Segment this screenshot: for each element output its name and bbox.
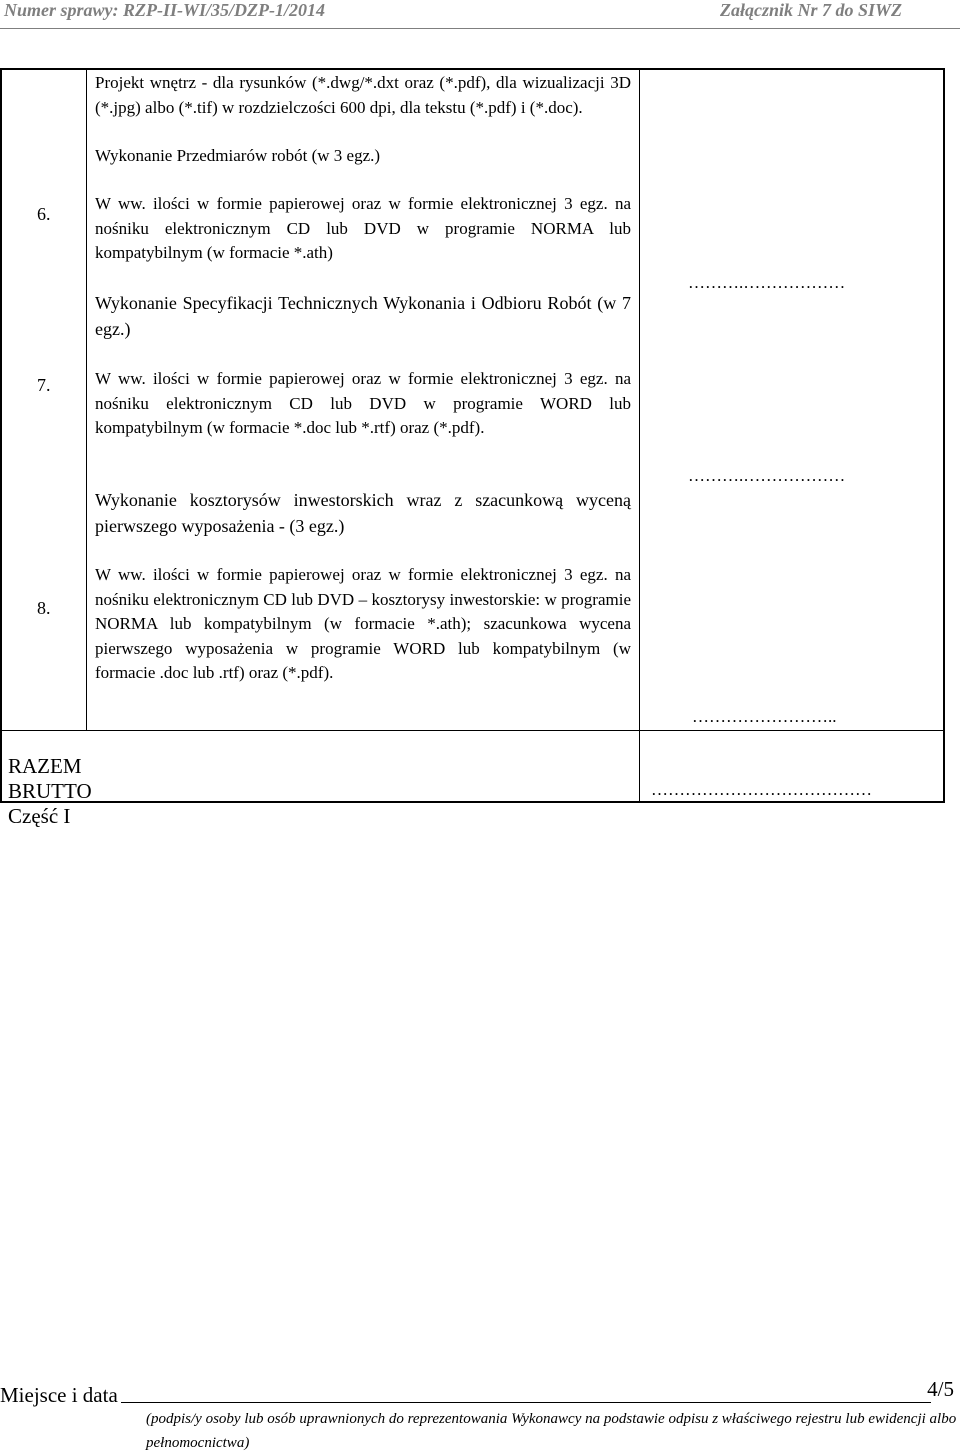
- row-7-body: W ww. ilości w formie papierowej oraz w formie elektronicznej 3 egz. na nośniku elektronicznym CD lub DVD w programie WORD lub kompatybilnym (w formacie *.doc lub *.rtf) oraz (*.pdf).: [95, 369, 631, 437]
- row-7-price: ……….………………: [688, 466, 846, 485]
- table-border-left: [0, 68, 2, 803]
- table-border-top: [0, 68, 945, 70]
- col-divider-2: [639, 68, 640, 803]
- row-6-price: ……….………………: [688, 273, 846, 292]
- attachment-label: Załącznik Nr 7 do SIWZ: [719, 0, 902, 20]
- row-8-price: ……………………..: [692, 707, 837, 726]
- total-value: …………………………………: [651, 780, 872, 799]
- signature-note: (podpis/y osoby lub osób uprawnionych do reprezentowania Wykonawcy na podstawie odpisu z właściwego rejestru lub ewidencji albo pełnomocnictwa): [146, 1411, 957, 1451]
- place-and-date-label: Miejsce i data: [0, 1383, 118, 1407]
- place-and-date-line: [121, 1402, 931, 1403]
- row-6-body: W ww. ilości w formie papierowej oraz w formie elektronicznej 3 egz. na nośniku elektronicznym CD lub DVD w programie NORMA lub kompatybilnym (w formacie *.ath): [95, 194, 631, 262]
- row-7-number: 7.: [37, 375, 51, 395]
- row-8-title: Wykonanie kosztorysów inwestorskich wraz z szacunkową wyceną pierwszego wyposażenia - (3 egz.): [95, 490, 631, 536]
- row-6-number: 6.: [37, 204, 51, 224]
- header-rule: [0, 28, 960, 29]
- table-border-bottom: [0, 801, 945, 803]
- row-continuation-text: Projekt wnętrz - dla rysunków (*.dwg/*.dxt oraz (*.pdf), dla wizualizacji 3D (*.jpg) albo (*.tif) w rozdzielczości 600 dpi, dla tekstu (*.pdf) i (*.doc).: [95, 73, 631, 117]
- row-6-title: Wykonanie Przedmiarów robót (w 3 egz.): [95, 146, 381, 165]
- col-divider-1: [86, 68, 87, 731]
- table-border-right: [943, 68, 945, 803]
- row-7-title: Wykonanie Specyfikacji Technicznych Wykonania i Odbioru Robót (w 7 egz.): [95, 293, 631, 339]
- page-number: 4/5: [927, 1377, 954, 1401]
- row-8-body: W ww. ilości w formie papierowej oraz w formie elektronicznej 3 egz. na nośniku elektronicznym CD lub DVD – kosztorysy inwestorskie: w programie NORMA lub kompatybilnym (w formacie *.ath); szacunkowa wycena pierwszego wyposażenia w programie WORD lub kompatybilnym (w formacie .doc lub .rtf) oraz (*.pdf).: [95, 565, 631, 682]
- row-8-number: 8.: [37, 598, 51, 618]
- case-number: Numer sprawy: RZP-II-WI/35/DZP-1/2014: [4, 0, 325, 20]
- row-divider-total: [0, 730, 945, 731]
- total-label: RAZEM BRUTTO Część I: [8, 754, 92, 828]
- page-header: [0, 0, 960, 26]
